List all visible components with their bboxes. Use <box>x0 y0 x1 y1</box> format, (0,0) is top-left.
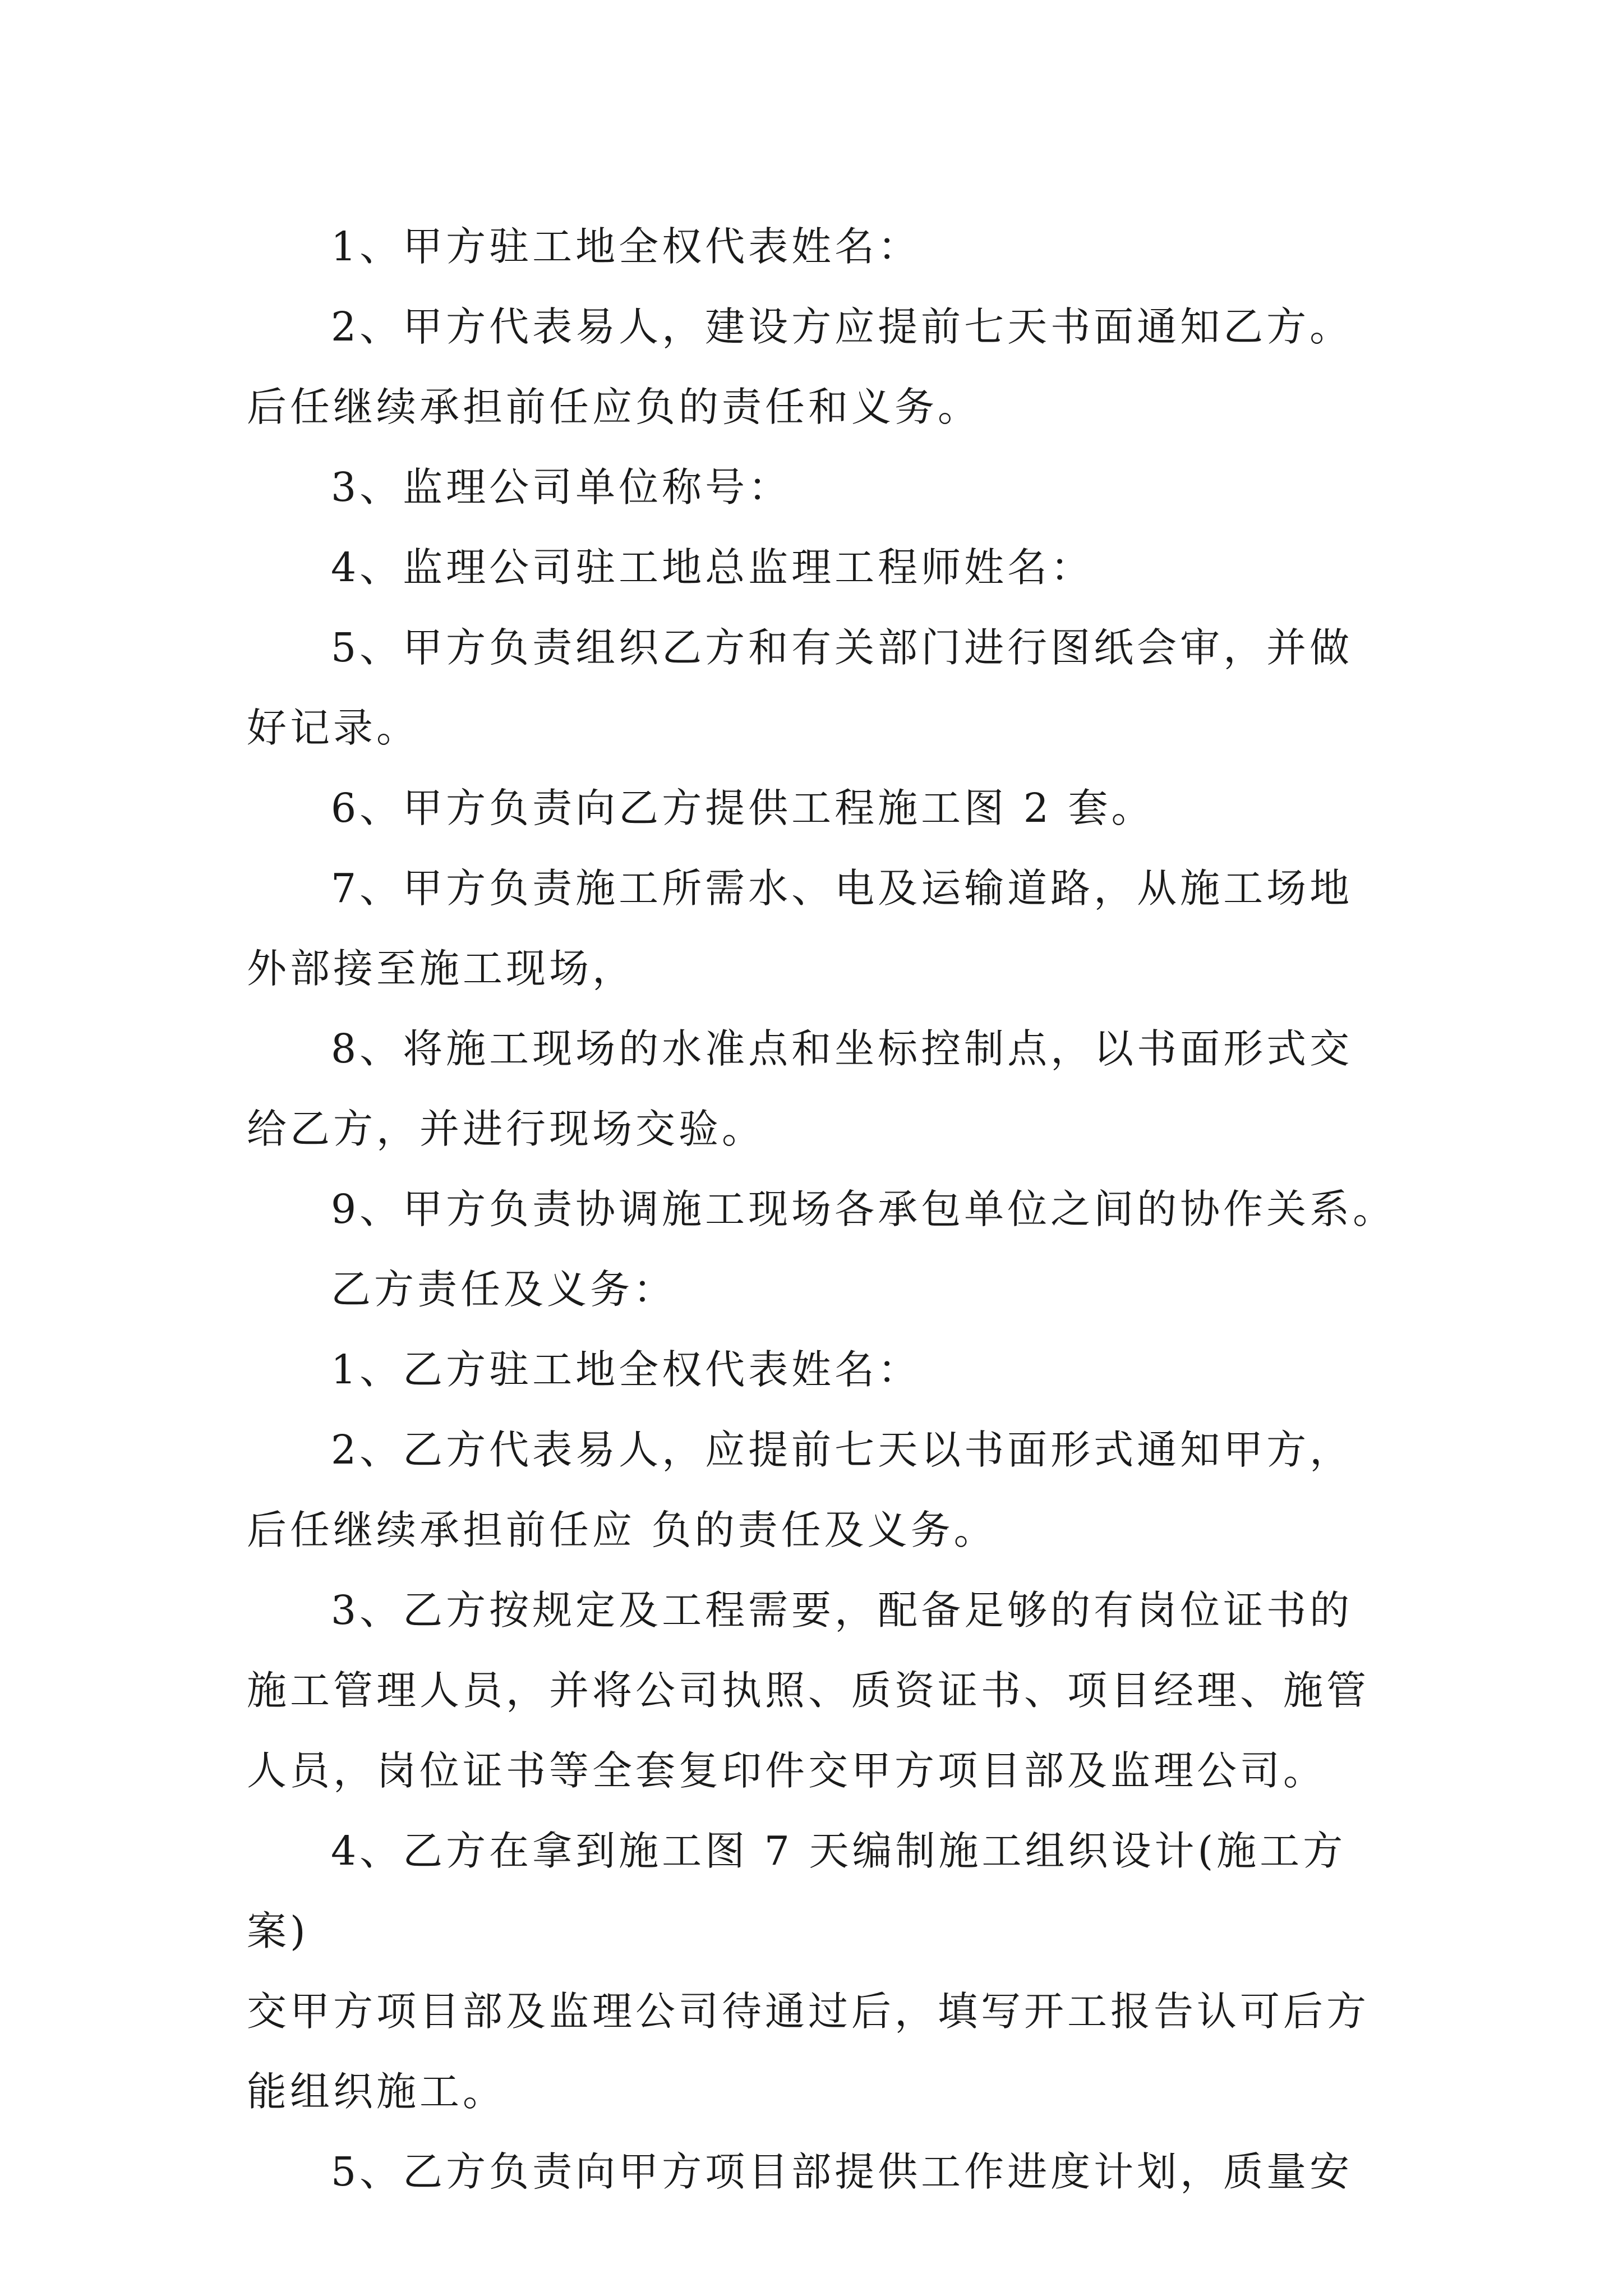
paragraph-line: 5、甲方负责组织乙方和有关部门进行图纸会审，并做 <box>331 624 1353 671</box>
paragraph-line: 交甲方项目部及监理公司待通过后，填写开工报告认可后方 <box>247 1988 1370 2035</box>
paragraph-line: 给乙方，并进行现场交验。 <box>247 1106 766 1152</box>
paragraph-line: 人员，岗位证书等全套复印件交甲方项目部及监理公司。 <box>247 1747 1327 1794</box>
paragraph-line: 5、乙方负责向甲方项目部提供工作进度计划，质量安 <box>331 2148 1353 2195</box>
paragraph-line: 后任继续承担前任应 负的责任及义务。 <box>247 1507 997 1553</box>
paragraph-line: 6、甲方负责向乙方提供工程施工图 2 套。 <box>331 785 1155 831</box>
paragraph-line: 后任继续承担前任应负的责任和义务。 <box>247 384 981 430</box>
paragraph-line: 7、甲方负责施工所需水、电及运输道路，从施工场地 <box>331 865 1353 912</box>
paragraph-line: 1、乙方驻工地全权代表姓名： <box>331 1346 921 1393</box>
paragraph-line: 3、监理公司单位称号： <box>331 464 792 510</box>
paragraph-line: 2、乙方代表易人，应提前七天以书面形式通知甲方， <box>331 1427 1353 1473</box>
document-paragraph <box>247 447 1402 527</box>
document-paragraph <box>247 848 1402 1009</box>
document-paragraph <box>247 1009 1402 1169</box>
paragraph-line: 3、乙方按规定及工程需要，配备足够的有岗位证书的 <box>331 1587 1353 1634</box>
document-paragraph <box>247 1329 1402 1410</box>
paragraph-line: 8、将施工现场的水准点和坐标控制点，以书面形式交 <box>331 1025 1353 1072</box>
paragraph-line: 好记录。 <box>247 705 420 751</box>
document-paragraph <box>247 1410 1402 1570</box>
document-paragraph <box>247 527 1402 608</box>
document-body <box>247 206 1402 2212</box>
paragraph-line: 乙方责任及义务： <box>331 1266 677 1313</box>
document-paragraph <box>247 287 1402 447</box>
document-paragraph <box>247 1811 1402 2132</box>
paragraph-line: 4、乙方在拿到施工图 7 天编制施工组织设计(施工方案) <box>247 1828 1347 1954</box>
paragraph-line: 能组织施工。 <box>247 2068 506 2115</box>
paragraph-line: 外部接至施工现场， <box>247 945 636 992</box>
document-paragraph <box>247 206 1402 287</box>
document-paragraph <box>247 1570 1402 1811</box>
paragraph-line: 4、监理公司驻工地总监理工程师姓名： <box>331 544 1094 591</box>
paragraph-line: 9、甲方负责协调施工现场各承包单位之间的协作关系。 <box>331 1186 1396 1232</box>
document-paragraph <box>247 2132 1402 2212</box>
paragraph-line: 2、甲方代表易人，建设方应提前七天书面通知乙方。 <box>331 303 1353 350</box>
paragraph-line: 1、甲方驻工地全权代表姓名： <box>331 223 921 270</box>
document-paragraph <box>247 1249 1402 1329</box>
document-paragraph <box>247 1169 1402 1249</box>
document-paragraph <box>247 608 1402 768</box>
document-paragraph <box>247 768 1402 848</box>
paragraph-line: 施工管理人员，并将公司执照、质资证书、项目经理、施管 <box>247 1667 1370 1714</box>
